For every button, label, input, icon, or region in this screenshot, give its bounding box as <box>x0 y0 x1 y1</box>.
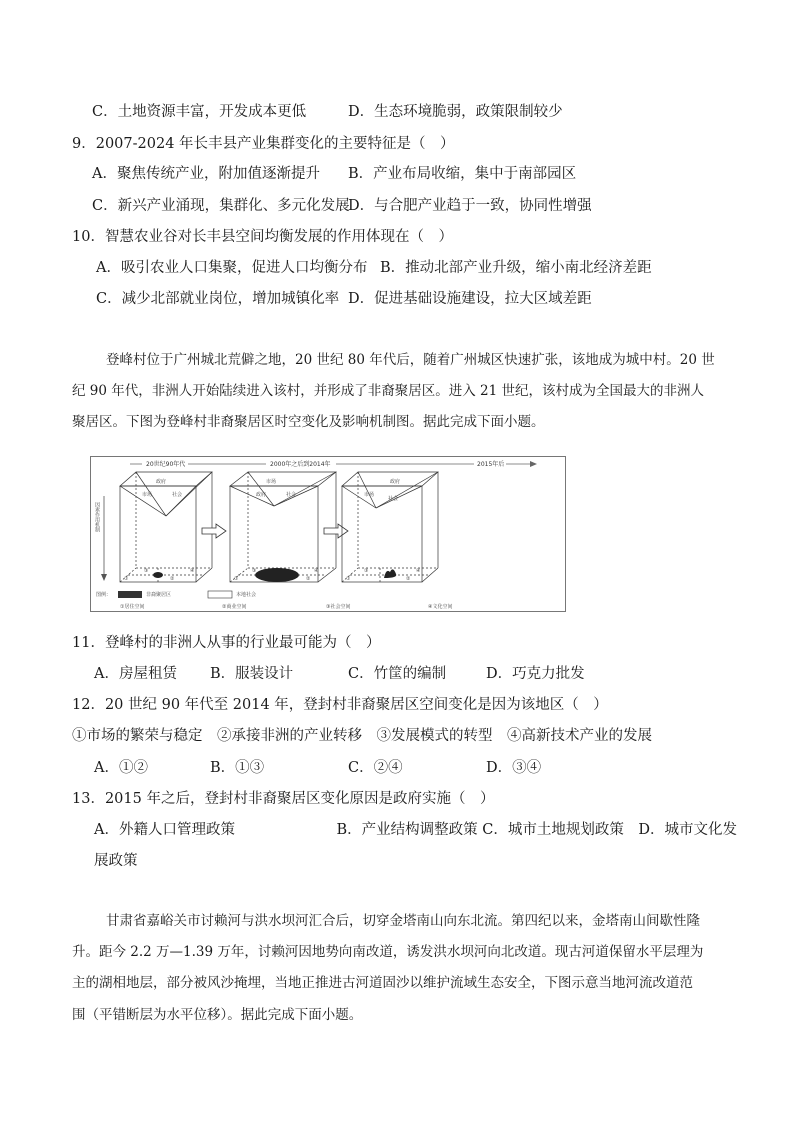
box3-face-market: 市场 <box>364 492 375 498</box>
space2-label: ②商业空间 <box>222 604 247 610</box>
passage2-line1: 甘肃省嘉峪关市讨赖河与洪水坝河汇合后，切穿金塔南山向东北流。第四纪以来，金塔南山间歇性隆 <box>106 913 700 929</box>
q12-stem: 12．20 世纪 90 年代至 2014 年，登封村非裔聚居区空间变化是因为该地区（ ） <box>72 697 608 713</box>
legend-title: 图例： <box>96 592 112 598</box>
q11-option-a: A．房屋租赁 <box>94 666 177 682</box>
passage1-line1: 登峰村位于广州城北荒僻之地，20 世纪 80 年代后，随着广州城区快速扩张，该地成为城中村。20 世 <box>106 352 715 368</box>
q8-option-d: D．生态环境脆弱，政策限制较少 <box>348 104 563 120</box>
q13-options-line2: 展政策 <box>94 853 138 869</box>
space3-label: ③社会空间 <box>326 604 351 610</box>
q11-stem: 11．登峰村的非洲人从事的行业最可能为（ ） <box>72 635 381 651</box>
q9-option-c: C．新兴产业涌现，集群化、多元化发展 <box>92 198 350 214</box>
period3-label: 2015年后 <box>477 461 505 468</box>
passage1-line3: 聚居区。下图为登峰村非裔聚居区时空变化及影响机制图。据此完成下面小题。 <box>72 414 545 430</box>
legend-white-label: 本地社会 <box>236 592 257 598</box>
box3-num1: ① <box>346 576 351 582</box>
space4-label: ④文化空间 <box>428 604 453 610</box>
q11-option-c: C．竹筐的编制 <box>348 666 447 682</box>
box1-face-market: 市场 <box>142 492 153 498</box>
space1-label: ①居住空间 <box>120 604 145 610</box>
box1-face-policy: 政府 <box>156 479 167 485</box>
box1-num1: ① <box>124 576 129 582</box>
q12-option-d: D．③④ <box>486 760 542 776</box>
african-enclave-figure <box>90 456 566 612</box>
q12-option-a: A．①② <box>94 760 148 776</box>
box3-num2: ② <box>406 576 411 582</box>
box2-face-market: 政府 <box>256 492 267 498</box>
box1-num2: ② <box>170 576 175 582</box>
q11-option-d: D．巧克力批发 <box>486 666 585 682</box>
box2-face-policy: 市场 <box>266 479 277 485</box>
q12-option-b: B．①③ <box>210 760 265 776</box>
q9-option-d: D．与合肥产业趋于一致，协同性增强 <box>348 198 592 214</box>
q10-option-d: D．促进基础设施建设，拉大区域差距 <box>348 291 592 307</box>
q12-option-c: C．②④ <box>348 760 403 776</box>
box1-num4: ④ <box>190 568 195 574</box>
q10-option-c: C．减少北部就业岗位，增加城镇化率 <box>96 291 340 307</box>
period2-label: 2000年之后到2014年 <box>270 461 331 468</box>
q13-options-line1: A．外籍人口管理政策 B．产业结构调整政策 C．城市土地规划政策 D．城市文化发 <box>94 822 737 838</box>
box1-enclave <box>153 572 163 578</box>
q13-stem: 13．2015 年之后，登封村非裔聚居区变化原因是政府实施（ ） <box>72 791 495 807</box>
q10-option-a: A．吸引农业人口集聚，促进人口均衡分布 <box>96 260 368 276</box>
q9-option-a: A．聚焦传统产业，附加值逐渐提升 <box>92 166 320 182</box>
box1-num3: ③ <box>144 568 149 574</box>
q11-option-b: B．服装设计 <box>210 666 294 682</box>
passage2-line3: 主的湖相地层，部分被风沙掩埋，当地正推进古河道固沙以维护流域生态安全，下图示意当地河流改道范 <box>72 975 693 991</box>
box2-face-society: 社会 <box>286 492 297 498</box>
box3-face-policy: 政府 <box>390 479 401 485</box>
box2-num1: ① <box>234 576 239 582</box>
q10-stem: 10．智慧农业谷对长丰县空间均衡发展的作用体现在（ ） <box>72 229 453 245</box>
box1-face-society: 社会 <box>172 492 183 498</box>
legend-white-swatch <box>208 591 232 598</box>
legend-dark-swatch <box>118 591 142 598</box>
passage2-line2: 升。距今 2.2 万—1.39 万年，讨赖河因地势向南改道，诱发洪水坝河向北改道。现古河道保留水平层理为 <box>72 944 704 960</box>
q9-stem: 9．2007-2024 年长丰县产业集群变化的主要特征是（ ） <box>72 136 455 152</box>
q8-option-c: C．土地资源丰富，开发成本更低 <box>92 104 307 120</box>
passage2-line4: 围（平错断层为水平位移）。据此完成下面小题。 <box>72 1007 363 1023</box>
q9-option-b: B．产业布局收缩，集中于南部园区 <box>348 166 577 182</box>
legend-dark-label: 非裔聚居区 <box>146 592 172 598</box>
passage1-line2: 纪 90 年代，非洲人开始陆续进入该村，并形成了非裔聚居区。进入 21 世纪，该村成为全国最大的非洲人 <box>72 383 705 399</box>
box3-face-society: 社会 <box>388 496 399 502</box>
box2-enclave <box>255 568 299 582</box>
box2-num4: ④ <box>314 568 319 574</box>
period1-label: 20世纪90年代 <box>146 461 186 468</box>
box2-num2: ② <box>306 576 311 582</box>
q12-statements: ①市场的繁荣与稳定 ②承接非洲的产业转移 ③发展模式的转型 ④高新技术产业的发展 <box>72 728 652 744</box>
box3-num3: ③ <box>364 568 369 574</box>
q10-option-b: B．推动北部产业升级，缩小南北经济差距 <box>380 260 652 276</box>
y-axis-label: 因素作用机制 <box>94 502 100 532</box>
box3-num4: ④ <box>416 568 421 574</box>
box2-num3: ③ <box>252 568 257 574</box>
figure-svg <box>90 456 566 612</box>
